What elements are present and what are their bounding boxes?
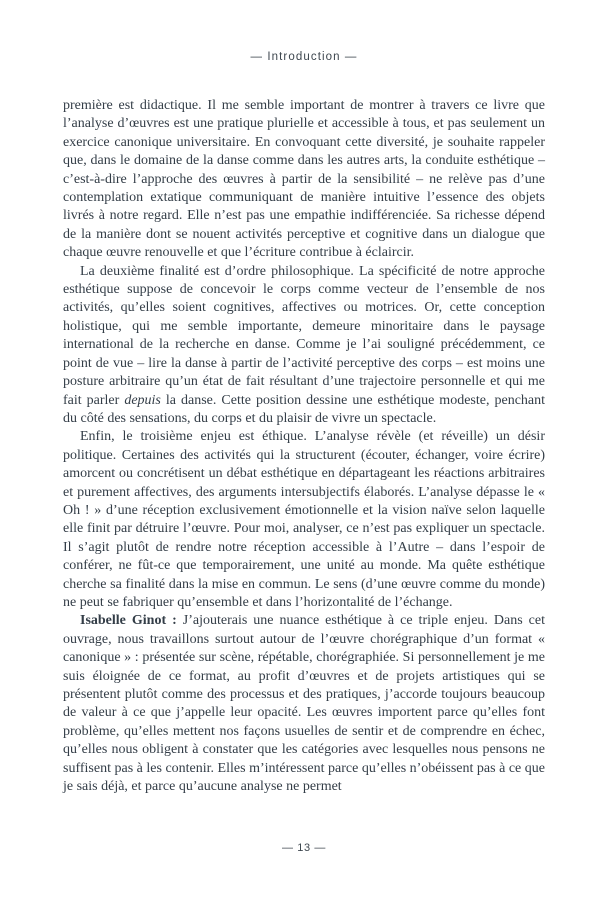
paragraph-philosophique: [63, 263, 545, 429]
speaker-name: Isabelle Ginot :: [80, 613, 177, 629]
italic-word-depuis: depuis: [124, 392, 161, 408]
paragraph-ethique: [63, 428, 545, 612]
paragraph-text: la danse. Cette position dessine une esthétique modeste, penchant du côté des sensations, du corps et du plaisir de vivre un spectacle.: [63, 392, 546, 426]
paragraph-text: Enfin, le troisième enjeu est éthique. L’analyse révèle (et réveille) un désir politique. Certaines des activités qui la structurent (écouter, échanger, voire écrire) amorcent ou concrétisent un débat esthétique en départageant les réactions arbitraires et purement affectives, des arguments intersubjectifs élaborés. L’analyse dépasse le « Oh ! » d’une réception exclusivement émotionnelle et la vision naïve selon laquelle elle finit par détruire l’œuvre. Pour moi, analyser, ce n’est pas expliquer un spectacle. Il s’agit plutôt de rendre notre réception accessible à l’Autre – dans l’espoir de conférer, ne fût-ce que temporairement, une unité au monde. Ma quête esthétique cherche sa finalité dans la mise en commun. Le sens (d’une œuvre comme du monde) ne peut se fabriquer qu’ensemble et dans l’horizontalité de l’échange.: [63, 429, 545, 610]
paragraph-text: J’ajouterais une nuance esthétique à ce triple enjeu. Dans cet ouvrage, nous travaillons surtout autour de l’œuvre chorégraphique d’un format « canonique » : présentée sur scène, répétable, chorégraphiée. Si personnellement je me suis éloignée de ce format, au profit d’œuvres et de projets artistiques qui se présentent plutôt comme des processus et des pratiques, j’accorde toujours beaucoup de valeur à ce que j’appelle leur opacité. Les œuvres importent parce qu’elles font problème, qu’elles mettent nos façons usuelles de sentir et de comprendre en échec, qu’elles nous obligent à constater que les catégories avec lesquelles nous pensons ne suffisent pas à les contenir. Elles m’intéressent parce qu’elles n’obéissent pas à ce que je sais déjà, et parce qu’aucune analyse ne permet: [63, 613, 545, 795]
body-text: [63, 97, 545, 796]
paragraph-didactique: [63, 97, 545, 263]
page-number: — 13 —: [282, 842, 326, 854]
running-header: — Introduction —: [250, 51, 358, 63]
paragraph-text: La deuxième finalité est d’ordre philosophique. La spécificité de notre approche esthétique suppose de concevoir le corps comme vecteur de l’ensemble de nos activités, qu’elles soient cognitives, affectives ou motrices. Or, cette conception holistique, qui me semble importante, demeure minoritaire dans le paysage international de la recherche en danse. Comme je l’ai souligné précédemment, ce point de vue – lire la danse à partir de l’activité perceptive des corps – est moins une posture arbitraire qu’un état de fait résultant d’une trajectoire personnelle et qui me fait parler: [63, 263, 545, 408]
paragraph-isabelle-ginot: [63, 612, 545, 796]
paragraph-text: première est didactique. Il me semble important de montrer à travers ce livre que l’analyse d’œuvres est une pratique plurielle et accessible à tous, et pas seulement un exercice canonique universitaire. En convoquant cette diversité, je souhaite rappeler que, dans le domaine de la danse comme dans les autres arts, la conduite esthétique – c’est-à-dire l’approche des œuvres à partir de la sensibilité – ne relève pas d’une contemplation extatique communiquant de manière intuitive l’essence des objets livrés à notre regard. Elle n’est pas une empathie indifférenciée. Sa richesse dépend de la manière dont se nouent activités perceptive et cognitive dans un dialogue que chaque œuvre renouvelle et que l’écriture contribue à éclaircir.: [63, 98, 545, 261]
